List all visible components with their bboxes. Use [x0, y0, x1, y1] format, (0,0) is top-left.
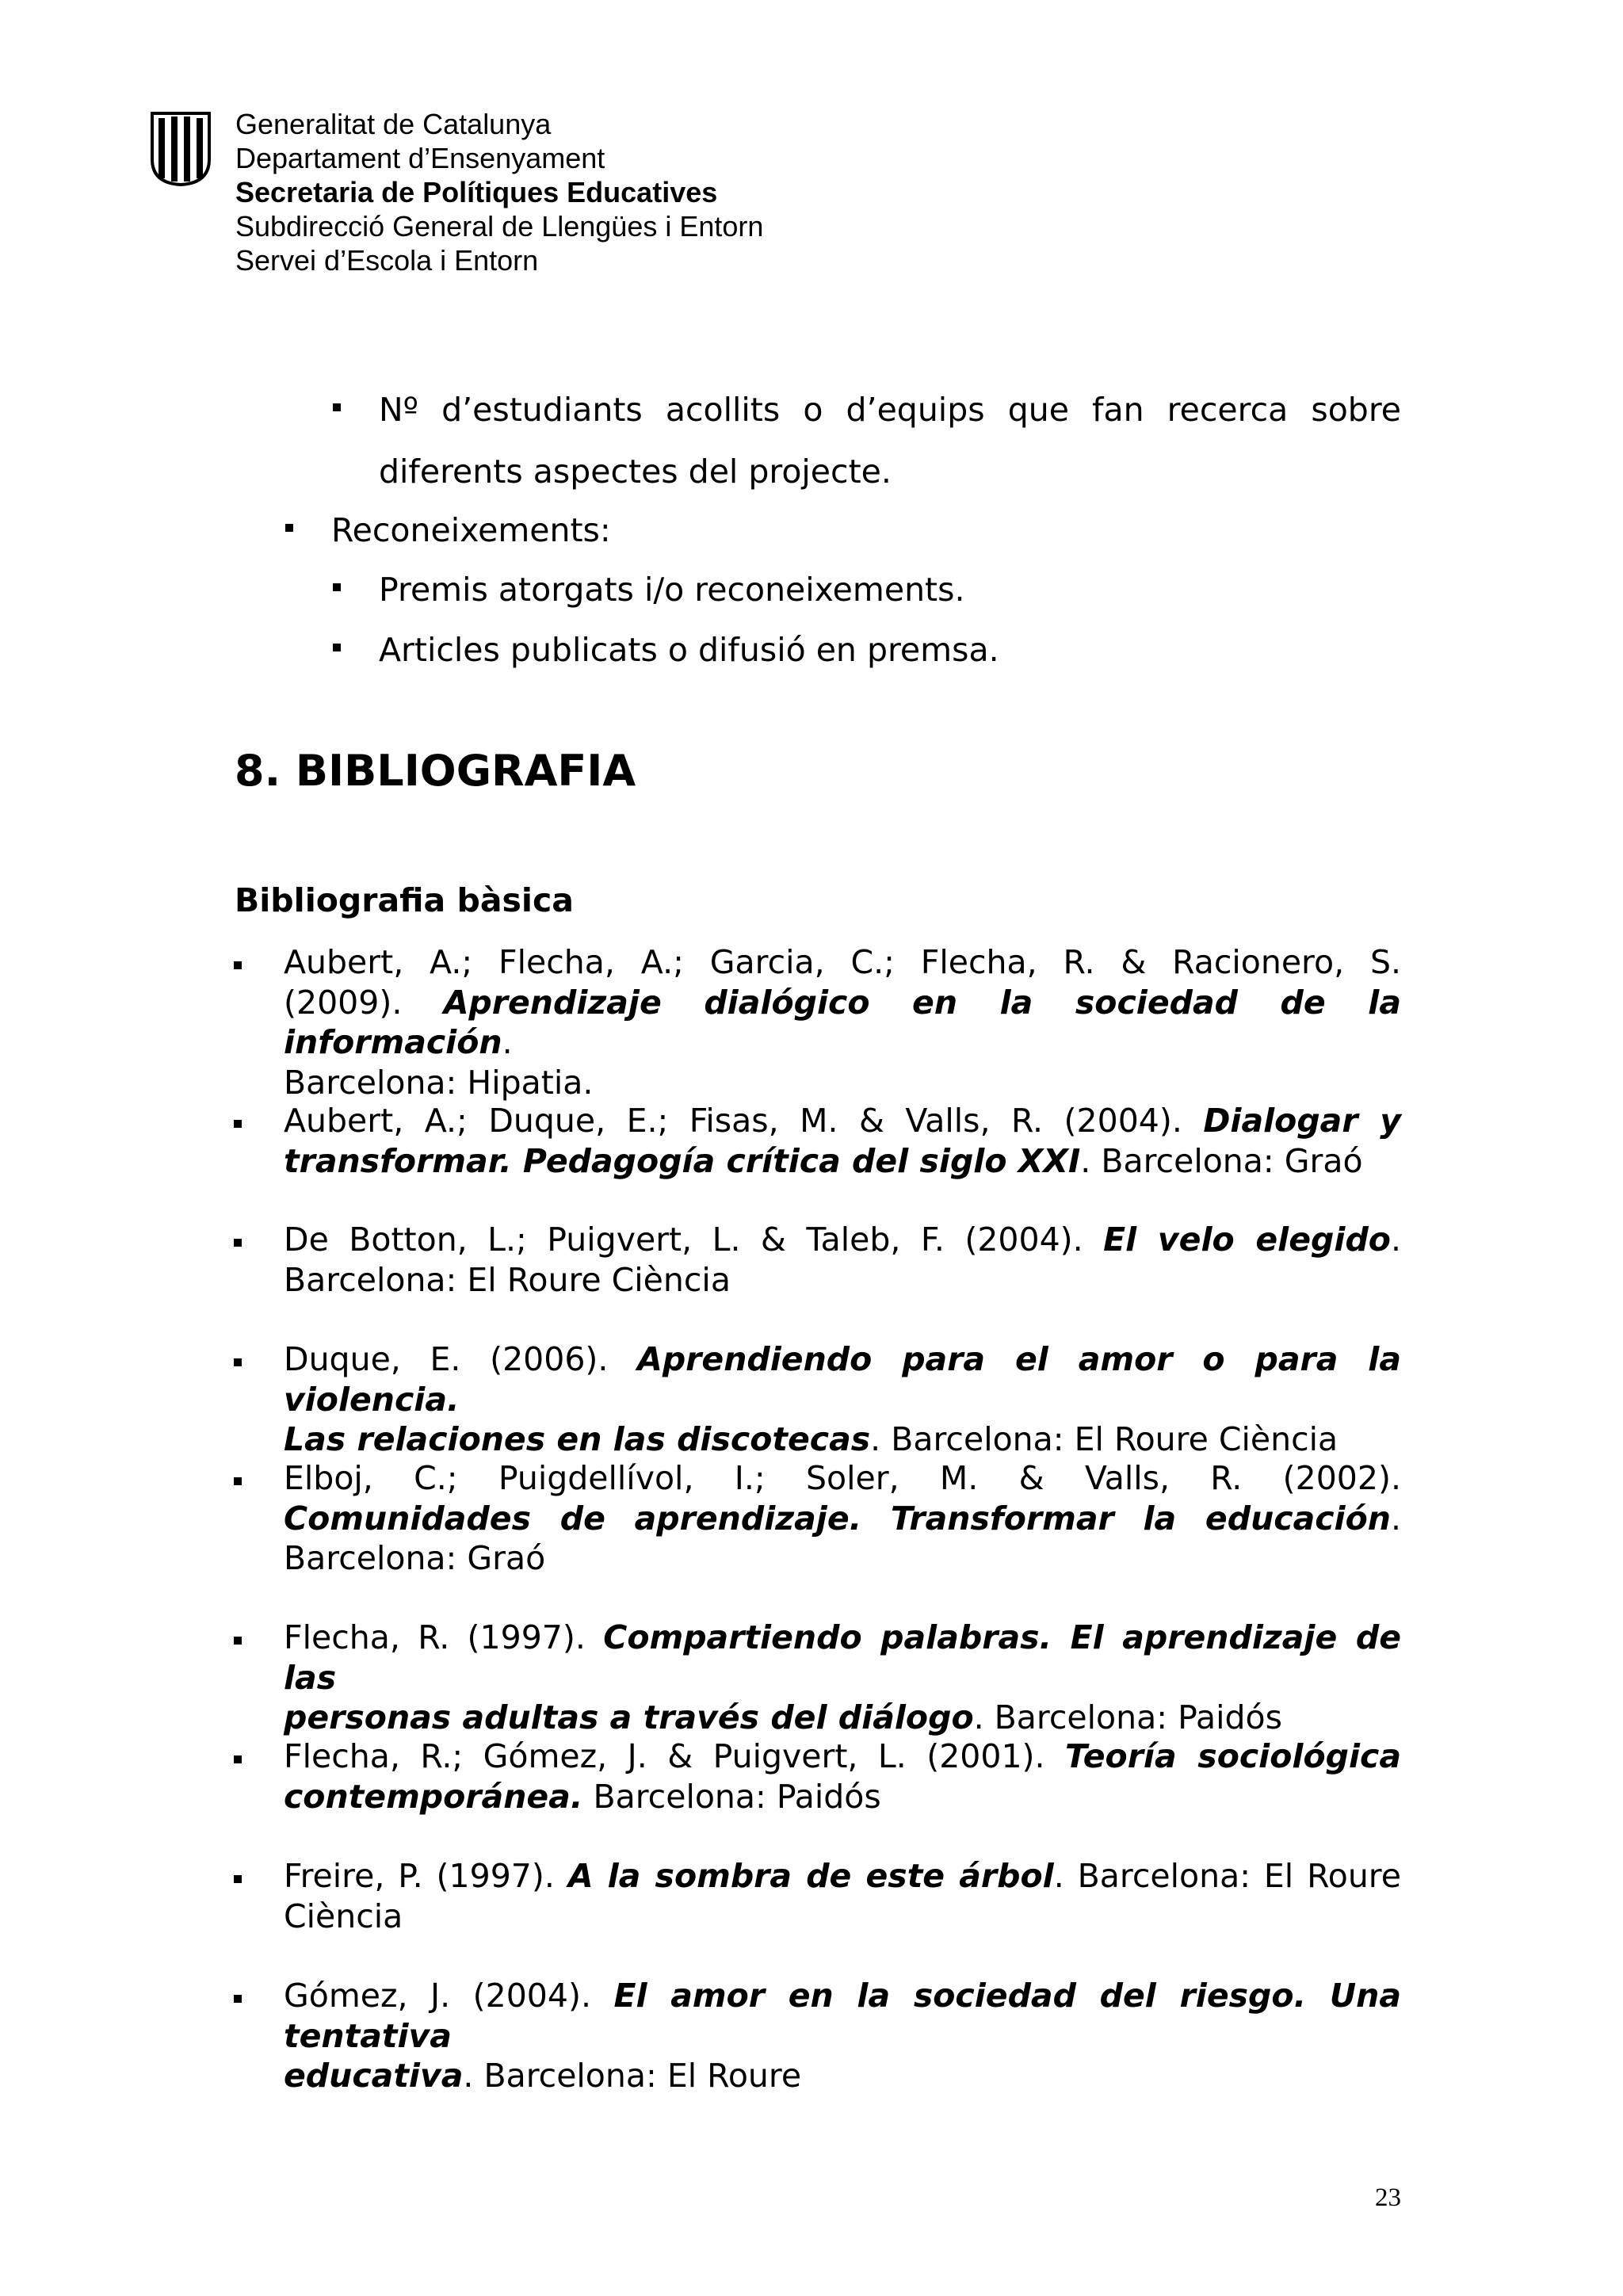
header-line-service: Servei d’Escola i Entorn	[235, 244, 539, 277]
reference-publisher: . Barcelona: El Roure	[1053, 1857, 1401, 1895]
list-item-students-line1: Nº d’estudiants acollits o d’equips que fan recerca sobre	[379, 391, 1401, 429]
reference-title: Dialogar y	[1203, 1102, 1401, 1140]
reference-publisher: .	[502, 1023, 513, 1061]
reference-line	[284, 1101, 1401, 1141]
reference-item	[284, 1220, 1401, 1300]
reference-item	[284, 1856, 1401, 1936]
generalitat-logo-icon	[147, 110, 214, 186]
list-item-awards: Premis atorgats i/o reconeixements.	[379, 571, 965, 609]
header-line-secretariat: Secretaria de Polítiques Educatives	[235, 176, 718, 208]
reference-title: Aprendizaje dialógico en la sociedad de la información	[284, 983, 1401, 1061]
reference-publisher: . Barcelona: El Roure Ciència	[870, 1420, 1338, 1458]
reference-title: Compartiendo palabras. El aprendizaje de las	[284, 1618, 1401, 1697]
reference-authors: Aubert, A.; Duque, E.; Fisas, M. & Valls, R. (2004).	[284, 1102, 1204, 1140]
reference-authors: De Botton, L.; Puigvert, L. & Taleb, F. (2004).	[284, 1221, 1104, 1259]
reference-title: personas adultas a través del diálogo	[284, 1698, 974, 1736]
header-line-department: Departament d’Ensenyament	[235, 142, 605, 174]
reference-line	[284, 1220, 1401, 1260]
reference-publisher: Barcelona: El Roure Ciència	[284, 1260, 731, 1299]
reference-item	[284, 1339, 1401, 1460]
reference-title: El velo elegido	[1103, 1221, 1391, 1259]
subsection-title: Bibliografia bàsica	[235, 881, 574, 919]
bullet-icon	[234, 1875, 242, 1883]
reference-line	[284, 1419, 1401, 1460]
reference-line	[284, 1976, 1401, 2056]
reference-line	[284, 1698, 1401, 1738]
reference-authors: (2009).	[284, 983, 444, 1022]
bullet-icon	[234, 1120, 242, 1128]
reference-title: Aprendiendo para el amor o para la violencia.	[284, 1340, 1401, 1419]
reference-publisher: . Barcelona: Paidós	[973, 1698, 1282, 1736]
reference-punctuation: .	[1390, 1221, 1402, 1259]
bullet-icon	[234, 1637, 242, 1645]
reference-title: Comunidades de aprendizaje. Transformar la educación	[284, 1499, 1391, 1538]
section-title: 8. BIBLIOGRAFIA	[235, 746, 636, 796]
reference-line	[284, 1618, 1401, 1698]
reference-publisher: Barcelona: Paidós	[582, 1777, 881, 1816]
reference-title: Teoría sociológica	[1065, 1737, 1401, 1775]
reference-publisher: Ciència	[284, 1897, 403, 1935]
reference-item	[284, 1101, 1401, 1181]
reference-line	[284, 1856, 1401, 1897]
reference-punctuation: .	[1390, 1499, 1401, 1538]
reference-title: El amor en la sociedad del riesgo. Una tentativa	[284, 1977, 1401, 2055]
reference-publisher: . Barcelona: El Roure	[463, 2057, 802, 2095]
bullet-icon	[234, 1477, 242, 1485]
reference-line: Aubert, A.; Flecha, A.; Garcia, C.; Flecha, R. & Racionero, S.	[284, 943, 1401, 981]
bullet-icon	[285, 524, 293, 532]
reference-publisher: Barcelona: Hipatia.	[284, 1063, 594, 1102]
bullet-icon	[234, 1358, 242, 1366]
bullet-icon	[234, 961, 242, 969]
reference-line	[284, 1777, 1401, 1817]
bullet-icon	[234, 1239, 242, 1247]
reference-line: Elboj, C.; Puigdellívol, I.; Soler, M. & Valls, R. (2002).	[284, 1459, 1401, 1497]
reference-authors: Freire, P. (1997).	[284, 1857, 568, 1895]
reference-authors: Duque, E. (2006).	[284, 1340, 638, 1378]
reference-authors: Flecha, R.; Gómez, J. & Puigvert, L. (2001).	[284, 1737, 1066, 1775]
reference-item	[284, 942, 1401, 1102]
header-line-government: Generalitat de Catalunya	[235, 108, 552, 140]
reference-title: educativa	[284, 2057, 464, 2095]
bullet-icon	[333, 644, 341, 651]
reference-line	[284, 1339, 1401, 1419]
reference-publisher: Barcelona: Graó	[284, 1539, 546, 1577]
reference-authors: Flecha, R. (1997).	[284, 1618, 604, 1656]
list-item-articles: Articles publicats o difusió en premsa.	[379, 631, 999, 669]
list-item-recognitions: Reconeixements:	[331, 511, 611, 549]
letterhead	[147, 107, 861, 289]
reference-title: A la sombra de este árbol	[567, 1857, 1054, 1895]
reference-title: contemporánea.	[284, 1777, 583, 1816]
reference-line	[284, 1499, 1401, 1539]
reference-authors: Gómez, J. (2004).	[284, 1977, 614, 2015]
letterhead-text	[235, 107, 763, 277]
reference-line	[284, 2056, 1401, 2096]
reference-item	[284, 1976, 1401, 2096]
reference-item	[284, 1618, 1401, 1738]
reference-publisher: . Barcelona: Graó	[1080, 1141, 1363, 1180]
reference-title: transformar. Pedagogía crítica del siglo XXI	[284, 1141, 1081, 1180]
bullet-icon	[234, 1995, 242, 2003]
reference-line	[284, 1141, 1401, 1182]
bullet-icon	[333, 583, 341, 591]
header-line-subdirectorate: Subdirecció General de Llengües i Entorn	[235, 210, 764, 243]
reference-item	[284, 1736, 1401, 1817]
reference-title: Las relaciones en las discotecas	[284, 1420, 871, 1458]
bullet-icon	[234, 1755, 242, 1763]
reference-item	[284, 1458, 1401, 1579]
list-item-students-line2: diferents aspectes del projecte.	[379, 453, 892, 491]
bullet-icon	[333, 403, 341, 411]
page-number: 23	[1375, 2183, 1401, 2212]
reference-line	[284, 1736, 1401, 1777]
reference-line	[284, 983, 1401, 1063]
